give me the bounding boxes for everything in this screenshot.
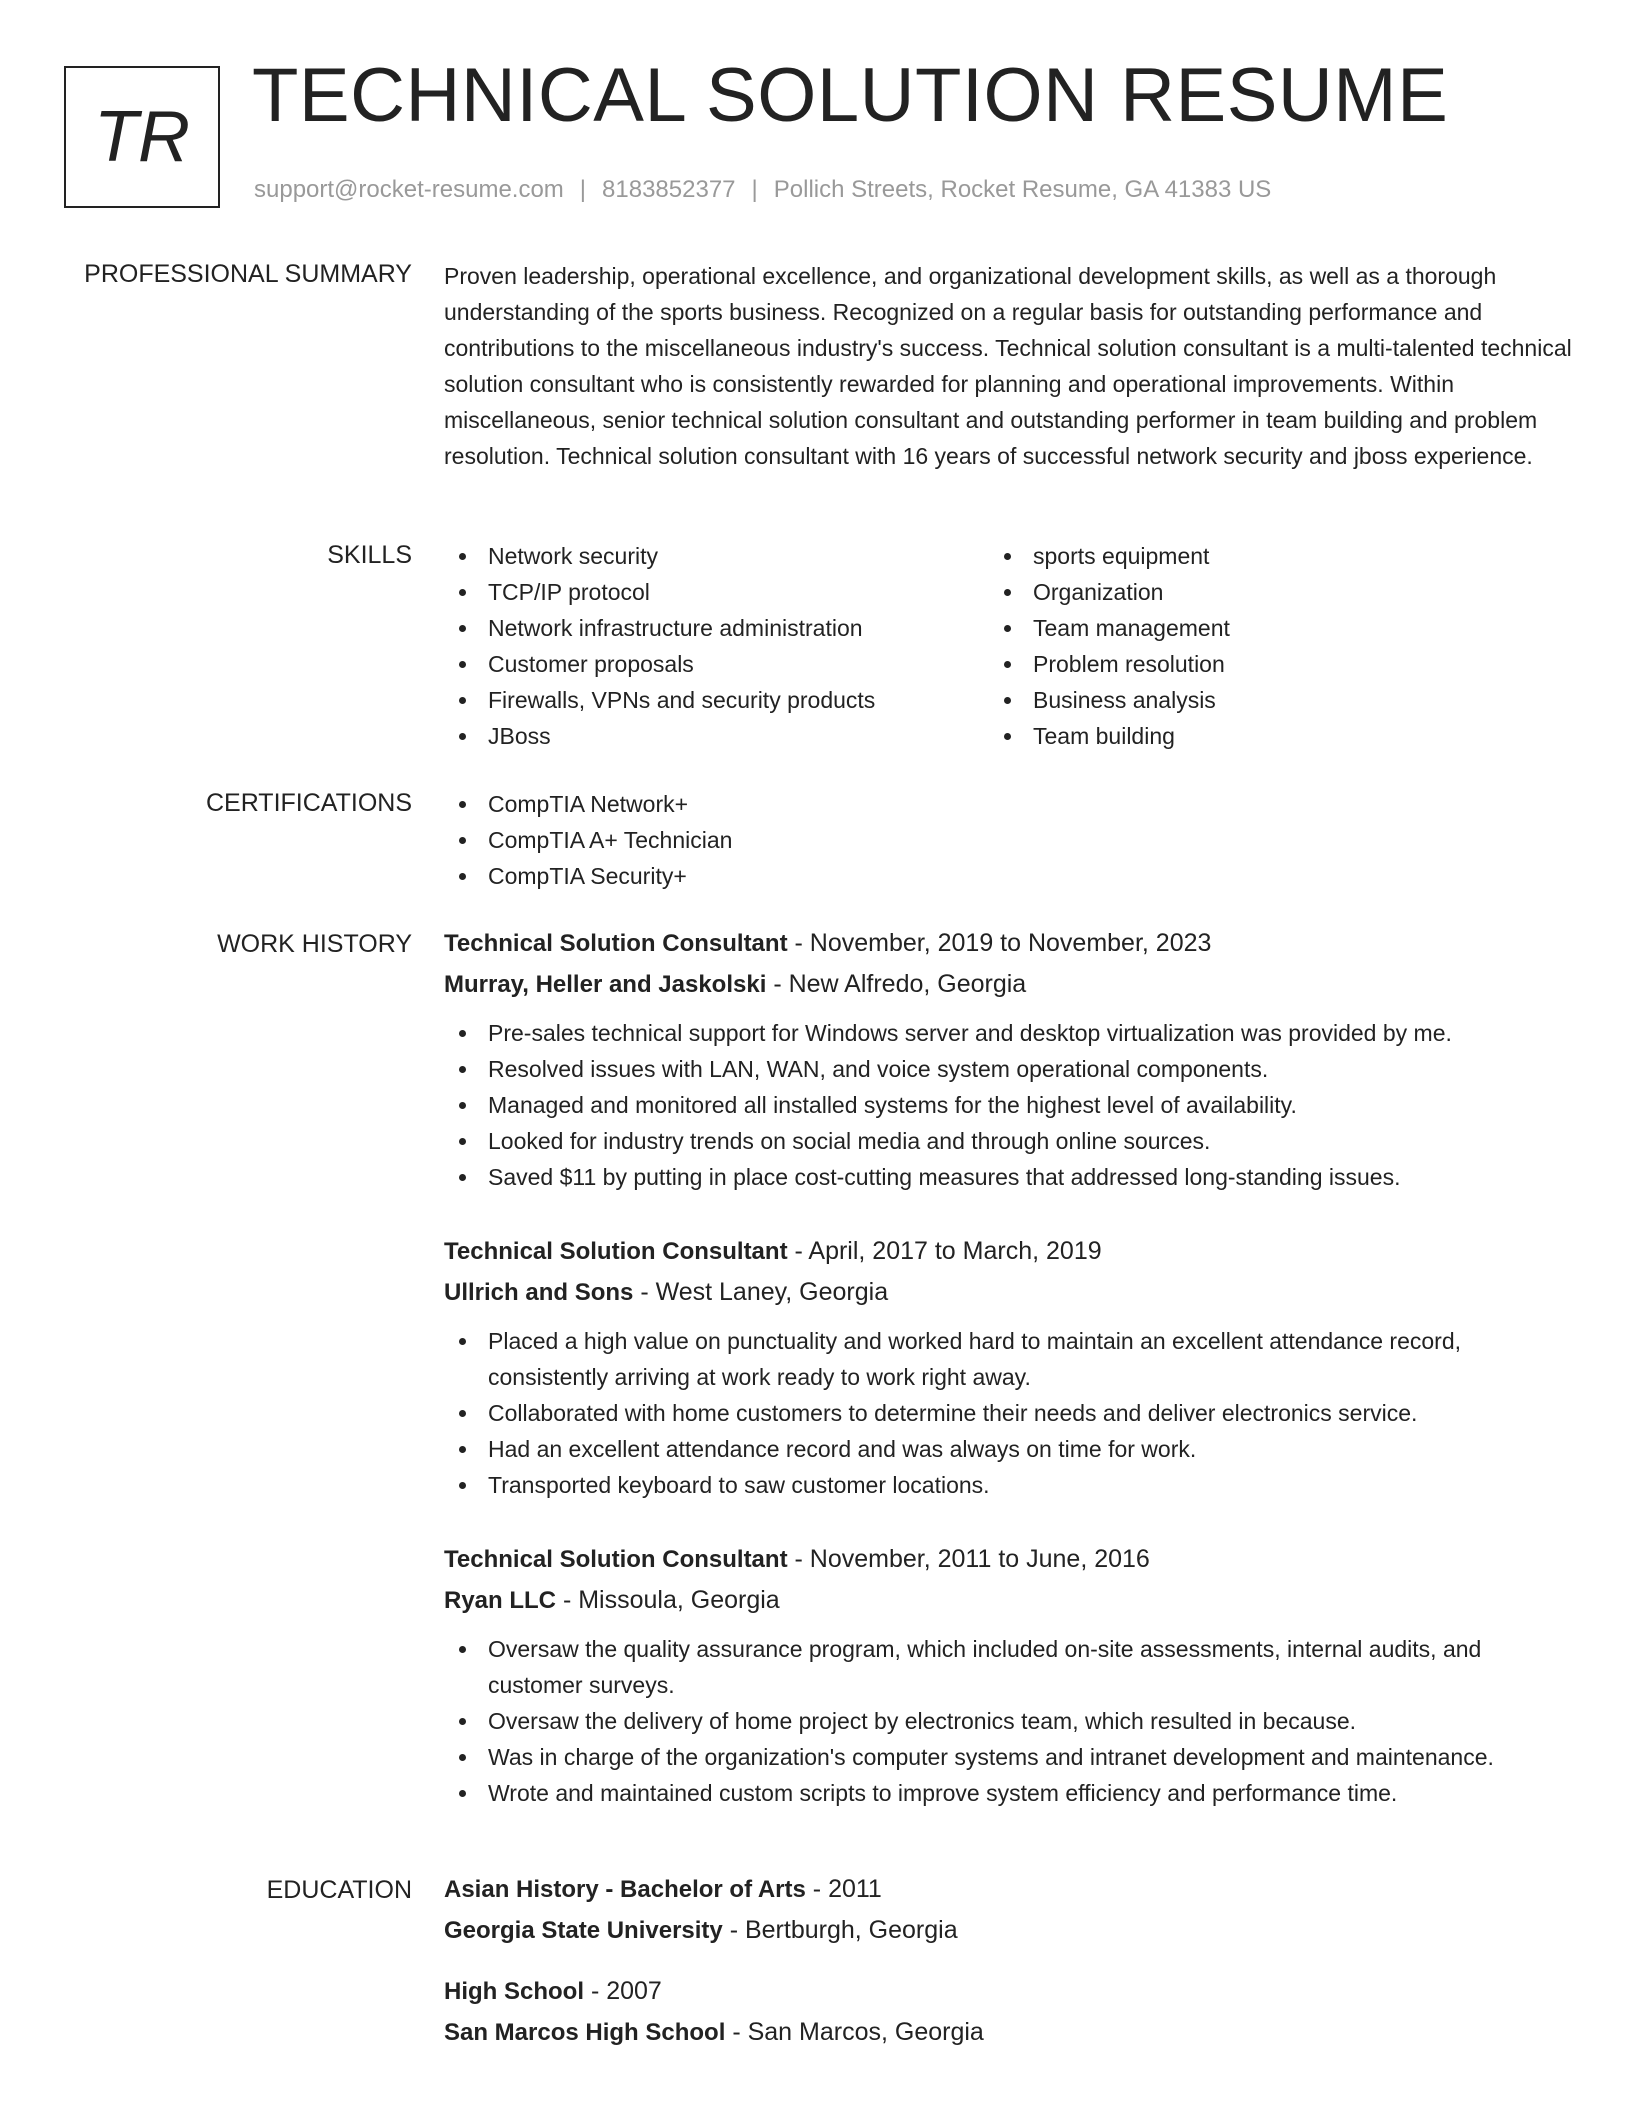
job-bullet: Pre-sales technical support for Windows server and desktop virtualization was provided by me. [444,1015,1574,1051]
education-entry [444,1971,1574,2053]
education-school-line [444,1910,1574,1951]
job-dates: - April, 2017 to March, 2019 [787,1237,1102,1265]
section-label-education: EDUCATION [266,1876,412,1904]
job-bullet: Wrote and maintained custom scripts to improve system efficiency and performance time. [444,1775,1574,1811]
certification-item: CompTIA A+ Technician [444,822,1574,858]
job-entry [444,1539,1574,1811]
skill-item: JBoss [444,718,989,754]
job-bullet: Resolved issues with LAN, WAN, and voice system operational components. [444,1051,1574,1087]
job-title-line [444,923,1574,964]
job-company-line [444,1272,1574,1313]
education-section [444,1869,1574,2073]
education-school: San Marcos High School [444,2019,726,2046]
job-entry [444,1231,1574,1503]
education-entry [444,1869,1574,1951]
contact-separator: | [751,176,758,203]
job-company-line [444,1580,1574,1621]
job-title: Technical Solution Consultant [444,930,788,957]
job-bullet: Managed and monitored all installed systems for the highest level of availability. [444,1087,1574,1123]
education-degree: High School [444,1978,584,2005]
skill-item: Problem resolution [989,646,1534,682]
section-label-work-history: WORK HISTORY [217,930,412,958]
job-bullet: Placed a high value on punctuality and worked hard to maintain an excellent attendance record, consistently arriving at work ready to work right away. [444,1323,1574,1395]
education-school-line [444,2012,1574,2053]
contact-email[interactable]: support@rocket-resume.com [254,176,564,203]
job-bullet: Collaborated with home customers to determine their needs and deliver electronics service. [444,1395,1574,1431]
skill-item: Firewalls, VPNs and security products [444,682,989,718]
job-bullet: Looked for industry trends on social media and through online sources. [444,1123,1574,1159]
skill-item: Network security [444,538,989,574]
section-label-skills: SKILLS [327,541,412,569]
summary-text: Proven leadership, operational excellence, and organizational development skills, as well as a thorough understanding of the sports business. Recognized on a regular basis for outstanding performance and contributions to the miscellaneous industry's success. Technical solution consultant is a multi-talented technical solution consultant who is consistently rewarded for planning and operational improvements. Within miscellaneous, senior technical solution consultant and outstanding performer in team building and problem resolution. Technical solution consultant with 16 years of successful network security and jboss experience. [444,263,1572,469]
work-history-section [444,923,1574,1847]
job-location: - Missoula, Georgia [556,1586,780,1614]
job-location: - New Alfredo, Georgia [766,970,1027,998]
monogram-logo [64,66,220,208]
job-company: Ullrich and Sons [444,1279,634,1306]
contact-separator: | [579,176,587,203]
job-company: Ryan LLC [444,1587,557,1614]
job-bullet: Oversaw the quality assurance program, which included on-site assessments, internal audits, and customer surveys. [444,1631,1574,1703]
skills-section [444,538,1574,754]
job-company-line [444,964,1574,1005]
skill-item: Business analysis [989,682,1534,718]
resume-title: TECHNICAL SOLUTION RESUME [252,53,1449,138]
job-bullets [444,1015,1574,1195]
job-title-line [444,1539,1574,1580]
job-location: - West Laney, Georgia [633,1278,889,1306]
skill-item: Network infrastructure administration [444,610,989,646]
job-dates: - November, 2011 to June, 2016 [787,1545,1150,1573]
skill-item: TCP/IP protocol [444,574,989,610]
contact-line [254,176,1271,204]
job-entry [444,923,1574,1195]
job-bullet: Saved $11 by putting in place cost-cutting measures that addressed long-standing issues. [444,1159,1574,1195]
education-year: - 2011 [805,1875,882,1903]
skill-item: Customer proposals [444,646,989,682]
skills-list-left [444,538,989,754]
job-dates: - November, 2019 to November, 2023 [787,929,1212,957]
certifications-section [444,786,1574,894]
job-bullet: Oversaw the delivery of home project by electronics team, which resulted in because. [444,1703,1574,1739]
certifications-list [444,786,1574,894]
education-degree-line [444,1869,1574,1910]
section-label-certifications: CERTIFICATIONS [205,789,412,817]
monogram-text: TR [94,97,190,177]
job-bullets [444,1631,1574,1811]
certification-item: CompTIA Network+ [444,786,1574,822]
education-location: - Bertburgh, Georgia [722,1916,958,1944]
job-bullet: Was in charge of the organization's computer systems and intranet development and maintenance. [444,1739,1574,1775]
skill-item: Organization [989,574,1534,610]
job-title: Technical Solution Consultant [444,1546,788,1573]
education-location: - San Marcos, Georgia [725,2018,984,2046]
job-bullets [444,1323,1574,1503]
certification-item: CompTIA Security+ [444,858,1574,894]
summary-section [444,258,1574,474]
job-bullet: Had an excellent attendance record and was always on time for work. [444,1431,1574,1467]
job-title: Technical Solution Consultant [444,1238,788,1265]
education-degree: Asian History - Bachelor of Arts [444,1876,806,1903]
education-degree-line [444,1971,1574,2012]
skills-list-right [989,538,1534,754]
skill-item: Team management [989,610,1534,646]
section-label-summary: PROFESSIONAL SUMMARY [84,260,412,288]
education-year: - 2007 [584,1977,662,2005]
job-bullet: Transported keyboard to saw customer locations. [444,1467,1574,1503]
education-school: Georgia State University [444,1917,723,1944]
contact-address: Pollich Streets, Rocket Resume, GA 41383 US [773,176,1272,203]
job-company: Murray, Heller and Jaskolski [444,971,767,998]
skill-item: sports equipment [989,538,1534,574]
skill-item: Team building [989,718,1534,754]
job-title-line [444,1231,1574,1272]
contact-phone[interactable]: 8183852377 [602,176,736,203]
